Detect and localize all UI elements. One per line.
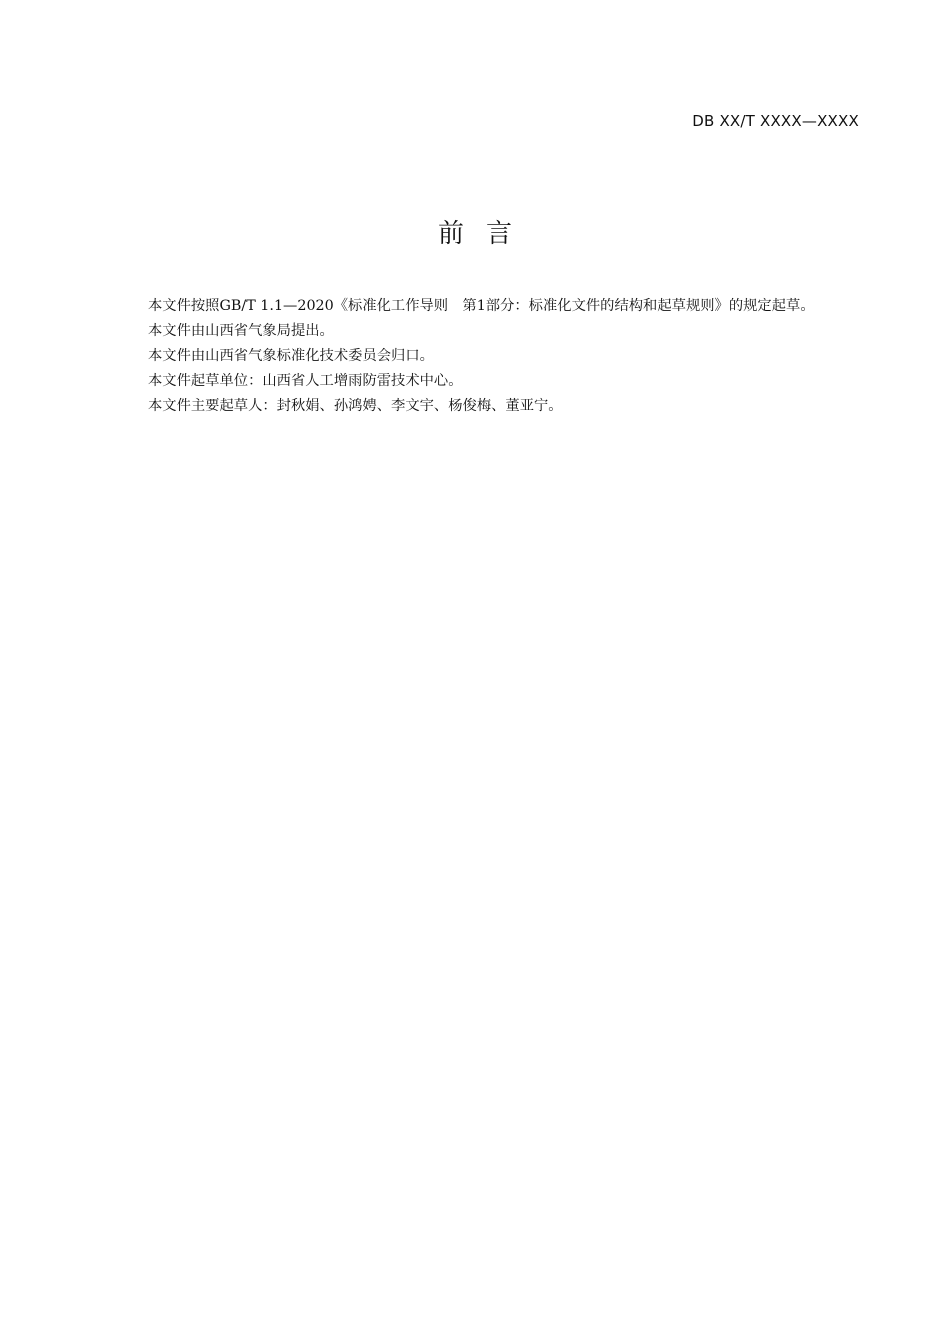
paragraph-drafters: 本文件主要起草人：封秋娟、孙鸿娉、李文宇、杨俊梅、董亚宁。 <box>148 398 563 414</box>
paragraph-technical-committee: 本文件由山西省气象标准化技术委员会归口。 <box>148 348 434 364</box>
paragraph-drafting-unit: 本文件起草单位：山西省人工增雨防雷技术中心。 <box>148 373 463 389</box>
page-title: 前言 <box>437 219 534 249</box>
paragraph-proposer: 本文件由山西省气象局提出。 <box>148 323 334 339</box>
paragraph-drafting-basis: 本文件按照GB/T 1.1—2020《标准化工作导则 第1部分：标准化文件的结构和起草规则》的规定起草。 <box>148 298 815 314</box>
foreword-body <box>114 294 860 419</box>
standard-code: DB XX/T XXXX—XXXX <box>692 112 859 130</box>
